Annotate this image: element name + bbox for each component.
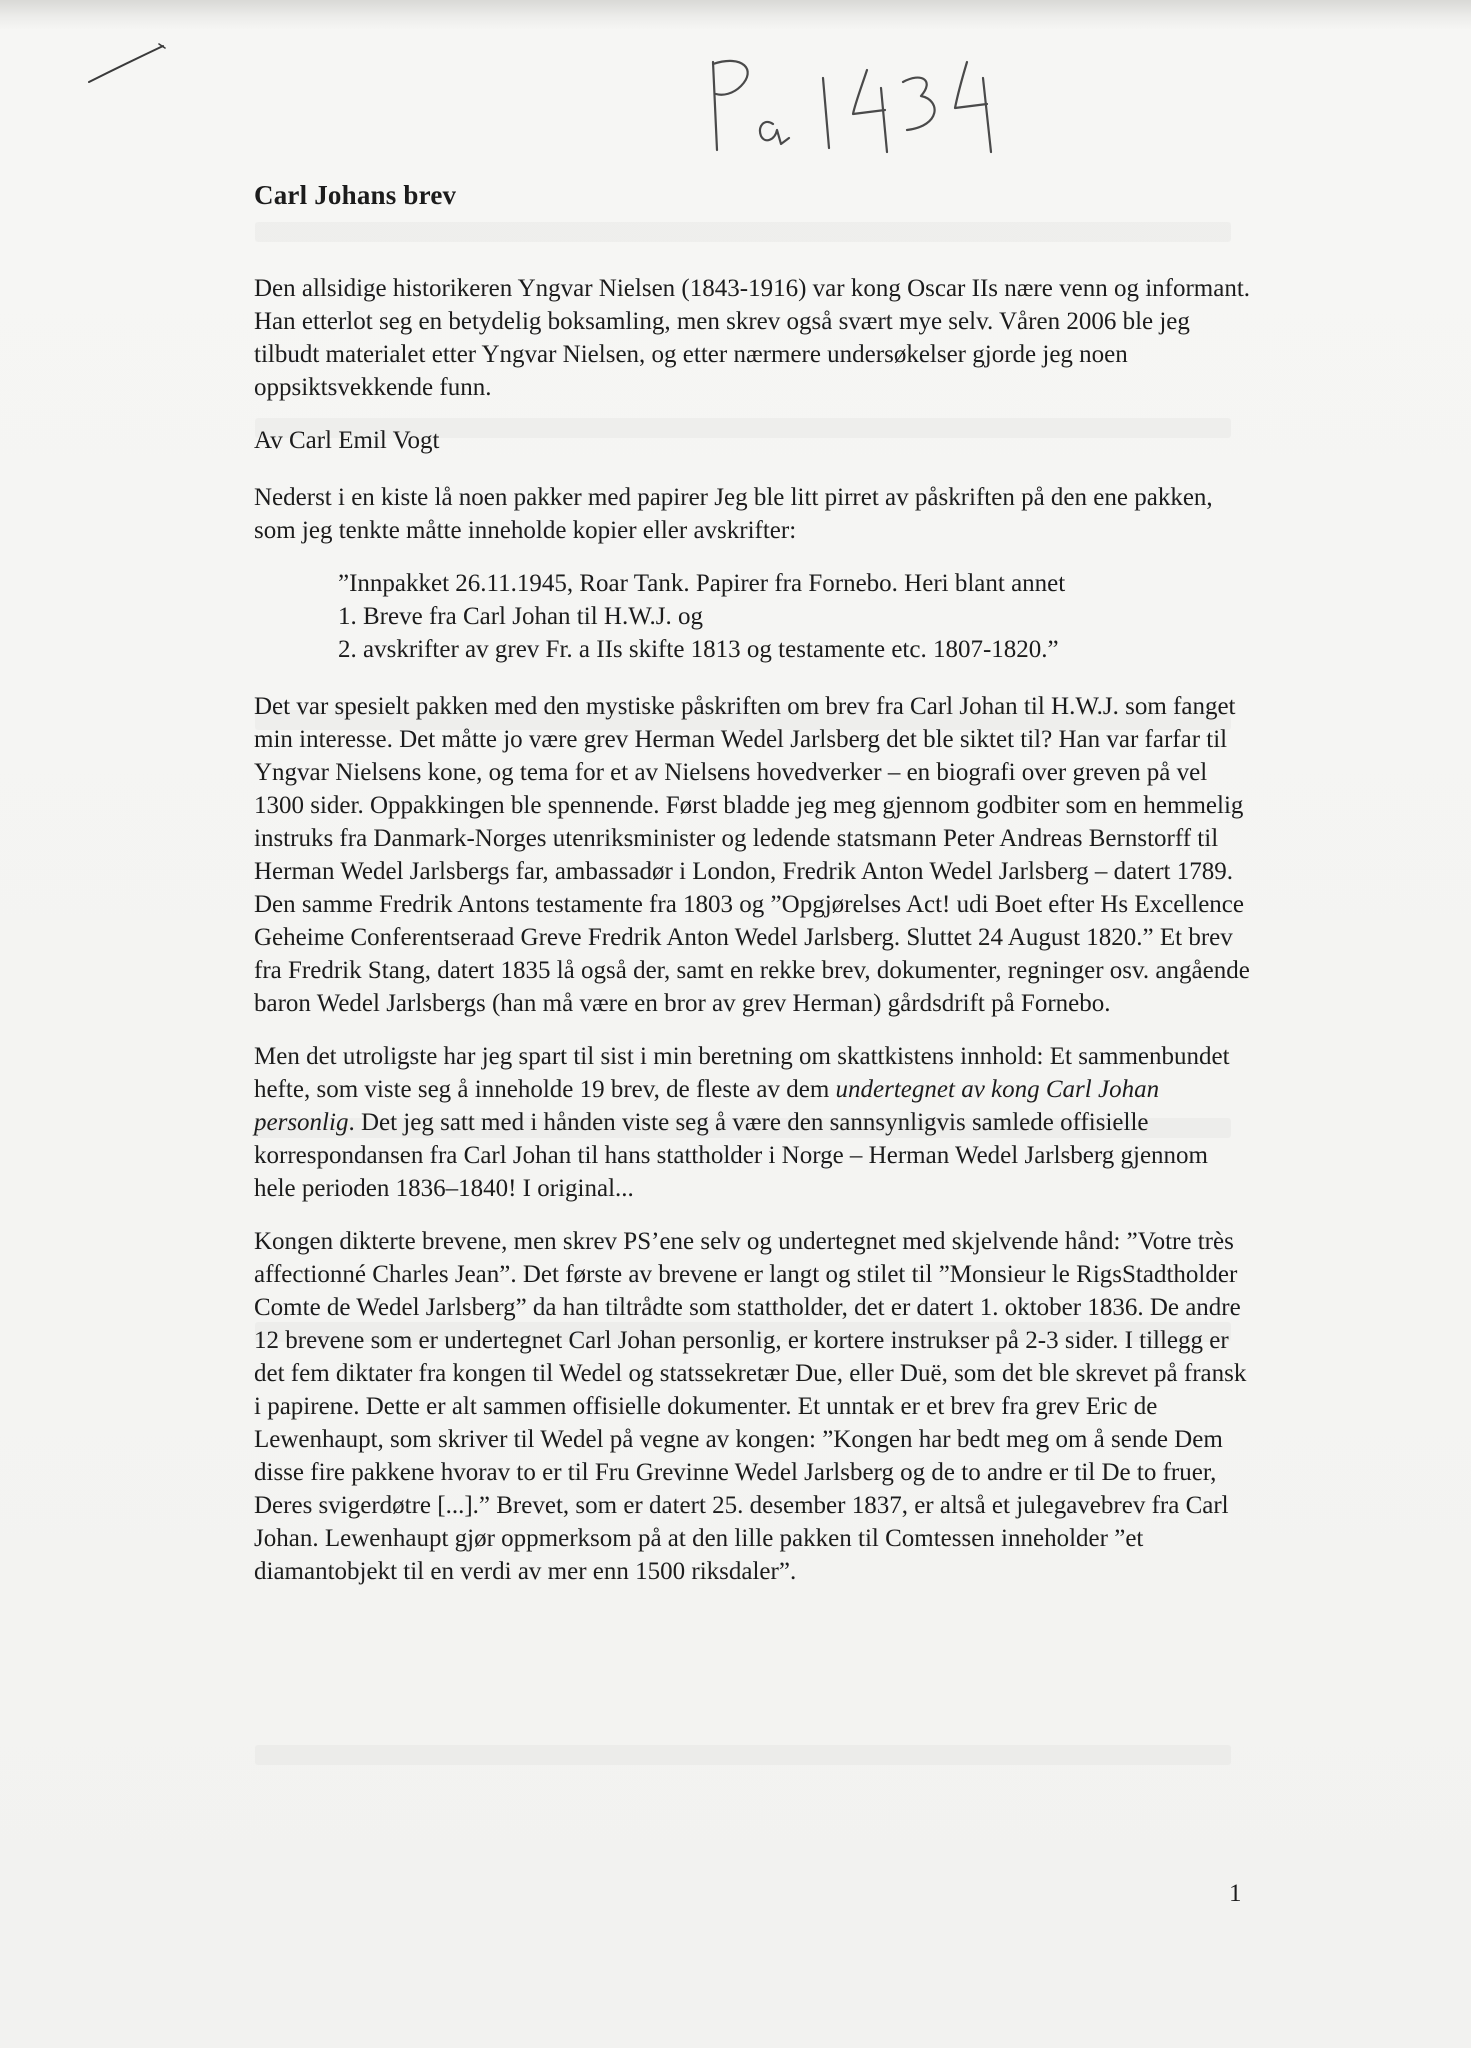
paragraph-1: Nederst i en kiste lå noen pakker med papirer Jeg ble litt pirret av påskriften på den ene pakken, som jeg tenkte måtte inneholde kopier eller avskrifter: bbox=[254, 484, 1213, 544]
intro-paragraph: Den allsidige historikeren Yngvar Nielsen (1843-1916) var kong Oscar IIs nære venn og informant. Han etterlot seg en betydelig boksamling, men skrev også svært mye selv. Våren 2006 ble jeg tilbudt materialet etter Yngvar Nielsen, og etter nærmere undersøkelser gjorde jeg noen oppsiktsvekkende funn. bbox=[254, 275, 1251, 401]
paragraph-3-end: . Det jeg satt med i hånden viste seg å være den sannsynligvis samlede offisielle korrespondansen fra Carl Johan til hans stattholder i Norge – Herman Wedel Jarlsberg gjennom hele perioden 1836–1840! I original... bbox=[254, 1109, 1209, 1202]
document-title: Carl Johans brev bbox=[254, 180, 457, 210]
show-through bbox=[255, 222, 1231, 242]
scan-top-edge bbox=[0, 0, 1471, 30]
paragraph-3-start: Men det utroligste har jeg spart til sist i min beretning om skattkistens innhold: Et sammenbundet hefte, som viste seg å inneholde 19 brev, de fleste av dem bbox=[254, 1043, 1230, 1103]
page-number: 1 bbox=[1229, 1880, 1242, 1907]
archive-mark-handwritten bbox=[695, 48, 1005, 158]
quote-item: 2. avskrifter av grev Fr. a IIs skifte 1813 og testamente etc. 1807-1820.” bbox=[338, 636, 1059, 663]
quote-list bbox=[338, 600, 1254, 666]
paragraph-2: Det var spesielt pakken med den mystiske påskriften om brev fra Carl Johan til H.W.J. som fanget min interesse. Det måtte jo være grev Herman Wedel Jarlsberg det ble siktet til? Han var farfar til Yngvar Nielsens kone, og tema for et av Nielsens hovedverker – en biografi over greven på vel 1300 sider. Oppakkingen ble spennende. Først bladde jeg meg gjennom godbiter som en hemmelig instruks fra Danmark-Norges utenriksminister og ledende statsmann Peter Andreas Bernstorff til Herman Wedel Jarlsbergs far, ambassadør i London, Fredrik Anton Wedel Jarlsberg – datert 1789. Den samme Fredrik Antons testamente fra 1803 og ”Opgjørelses Act! udi Boet efter Hs Excellence Geheime Conferentseraad Greve Fredrik Anton Wedel Jarlsberg. Sluttet 24 August 1820.” Et brev fra Fredrik Stang, datert 1835 lå også der, samt en rekke brev, dokumenter, regninger osv. angående baron Wedel Jarlsbergs (han må være en bror av grev Herman) gårdsdrift på Fornebo. bbox=[254, 693, 1250, 1017]
quote-item: 1. Breve fra Carl Johan til H.W.J. og bbox=[338, 603, 703, 630]
paragraph-3 bbox=[254, 1040, 1254, 1205]
show-through bbox=[255, 1745, 1231, 1765]
byline: Av Carl Emil Vogt bbox=[254, 427, 440, 454]
paragraph-4: Kongen dikterte brevene, men skrev PS’ene selv og undertegnet med skjelvende hånd: ”Votre très affectionné Charles Jean”. Det første av brevene er langt og stilet til ”Monsieur le RigsStadtholder Comte de Wedel Jarlsberg” da han tiltrådte som stattholder, det er datert 1. oktober 1836. De andre 12 brevene som er undertegnet Carl Johan personlig, er kortere instrukser på 2-3 sider. I tillegg er det fem diktater fra kongen til Wedel og statssekretær Due, eller Duë, som det ble skrevet på fransk i papirene. Dette er alt sammen offisielle dokumenter. Et unntak er et brev fra grev Eric de Lewenhaupt, som skriver til Wedel på vegne av kongen: ”Kongen har bedt meg om å sende Dem disse fire pakkene hvorav to er til Fru Grevinne Wedel Jarlsberg og de to andre er til De to fruer, Deres svigerdøtre [...].” Brevet, som er datert 25. desember 1837, er altså et julegavebrev fra Carl Johan. Lewenhaupt gjør oppmerksom på at den lille pakken til Comtessen inneholder ”et diamantobjekt til en verdi av mer enn 1500 riksdaler”. bbox=[254, 1228, 1247, 1585]
quote-first-line: ”Innpakket 26.11.1945, Roar Tank. Papirer fra Fornebo. Heri blant annet bbox=[338, 570, 1066, 597]
article-body bbox=[254, 272, 1254, 1608]
archive-mark-text: Pa 1434 bbox=[695, 48, 699, 49]
pencil-mark bbox=[85, 40, 175, 90]
paragraph-3-emphasis: undertegnet av kong Carl Johan personlig bbox=[254, 1076, 1160, 1136]
quoted-inscription bbox=[338, 567, 1254, 666]
